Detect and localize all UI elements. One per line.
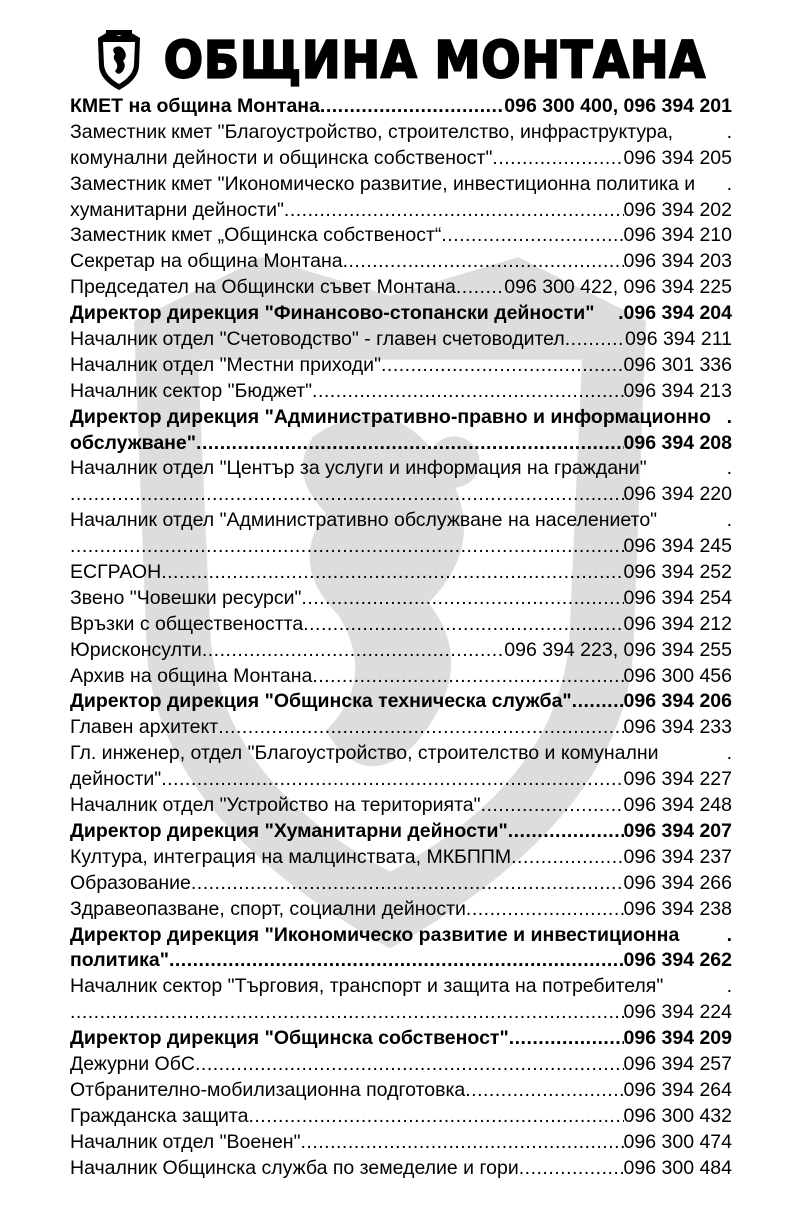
contact-label: Началник сектор "Търговия, транспорт и защита на потребителя" — [70, 975, 664, 998]
directory-row — [70, 1156, 732, 1182]
contact-label: Началник отдел "Местни приходи" — [70, 353, 381, 376]
phone-number: 096 394 264 — [623, 1078, 732, 1101]
directory-row — [70, 120, 732, 146]
directory-row — [70, 689, 732, 715]
contact-label: Заместник кмет "Благоустройство, строителство, инфраструктура, — [70, 120, 674, 143]
contact-label: Началник отдел "Административно обслужване на населението" — [70, 509, 658, 532]
contact-label: Гл. инженер, отдел "Благоустройство, строителство и комунални — [70, 742, 659, 765]
contact-label: Директор дирекция "Общинска собственост" — [70, 1027, 509, 1050]
dot-leader — [519, 1156, 624, 1182]
directory-row — [70, 560, 732, 586]
continuation-mark: . — [726, 742, 732, 765]
continuation-mark: . — [726, 975, 732, 998]
dot-leader — [465, 1078, 623, 1104]
dot-leader — [492, 146, 623, 172]
contact-label: политика" — [70, 949, 169, 972]
contact-label: Директор дирекция "Общинска техническа служба" — [70, 690, 572, 713]
dot-leader — [248, 1104, 623, 1130]
continuation-mark: . — [726, 120, 732, 143]
contact-label: комунални дейности и общинска собственост" — [70, 146, 493, 169]
phone-number: 096 394 202 — [623, 198, 732, 221]
contact-label: Заместник кмет „Общинска собственост“ — [70, 224, 442, 247]
contact-label: дейности" — [70, 768, 162, 791]
contact-label: Директор дирекция "Икономическо развитие и инвестиционна — [70, 923, 680, 946]
directory-row — [70, 94, 732, 120]
contact-label: хуманитарни дейности" — [70, 198, 284, 221]
contact-label: Началник сектор "Бюджет" — [70, 379, 313, 402]
dot-leader — [508, 819, 624, 845]
phone-number: 096 300 432 — [623, 1104, 732, 1127]
dot-leader — [509, 1026, 624, 1052]
directory-row — [70, 379, 732, 405]
phone-number: 096 394 262 — [623, 949, 732, 972]
phone-number: 096 394 224 — [623, 1001, 732, 1024]
phone-number: 096 394 233 — [623, 716, 732, 739]
contact-label: Началник отдел "Център за услуги и информация на граждани" — [70, 457, 647, 480]
contact-label: Заместник кмет "Икономическо развитие, инвестиционна политика и — [70, 172, 696, 195]
directory-row — [70, 871, 732, 897]
directory-row — [70, 198, 732, 224]
contact-label: Главен архитект — [70, 716, 219, 739]
dot-leader — [572, 689, 624, 715]
contact-label: Здравеопазване, спорт, социални дейности — [70, 897, 466, 920]
directory-row — [70, 793, 732, 819]
phone-number: 096 394 245 — [623, 535, 732, 558]
phone-number: 096 394 220 — [623, 483, 732, 506]
continuation-mark: . — [726, 923, 732, 946]
directory-row — [70, 974, 732, 1000]
directory-row — [70, 431, 732, 457]
phone-number: 096 394 252 — [623, 561, 732, 584]
phone-number: 096 300 474 — [623, 1130, 732, 1153]
contact-label: Началник отдел "Счетоводство" - главен счетоводител — [70, 328, 565, 351]
phone-number: 096 394 205 — [623, 146, 732, 169]
phone-number: 096 394 254 — [623, 586, 732, 609]
phone-number: 096 394 257 — [623, 1052, 732, 1075]
contact-label: Началник Общинска служба по земеделие и гори — [70, 1156, 519, 1179]
phone-number: 096 394 223, 096 394 255 — [504, 638, 732, 661]
directory-row — [70, 715, 732, 741]
dot-leader — [70, 534, 624, 560]
directory-row — [70, 275, 732, 301]
directory-row — [70, 1000, 732, 1026]
continuation-mark: . — [726, 509, 732, 532]
directory-row — [70, 612, 732, 638]
contact-label: КМЕТ на община Монтана — [70, 95, 320, 117]
dot-leader — [284, 198, 624, 224]
contact-label: Връзки с обществеността — [70, 612, 304, 635]
contact-label: Директор дирекция "Финансово-стопански дейности" — [70, 302, 600, 325]
directory-row — [70, 1026, 732, 1052]
phone-number: 096 394 266 — [623, 871, 732, 894]
dot-leader — [161, 560, 623, 586]
contact-label: обслужване" — [70, 431, 197, 454]
directory-row — [70, 638, 732, 664]
contact-label: Секретар на община Монтана — [70, 250, 343, 273]
dot-leader — [196, 431, 624, 457]
directory-row — [70, 1104, 732, 1130]
directory-row — [70, 897, 732, 923]
directory-row — [70, 948, 732, 974]
dot-leader — [456, 275, 504, 301]
contact-label: Отбранително-мобилизационна подготовка — [70, 1078, 466, 1101]
phone-number: 096 301 336 — [623, 353, 732, 376]
phone-number: 096 300 400, 096 394 201 — [504, 95, 732, 117]
phone-number: 096 300 456 — [623, 664, 732, 687]
phone-number: 096 394 213 — [623, 379, 732, 402]
directory-row — [70, 172, 732, 198]
contact-label: Култура, интеграция на малцинствата, МКБППМ — [70, 845, 512, 868]
directory-row — [70, 1130, 732, 1156]
contact-label: Звено "Човешки ресурси" — [70, 586, 302, 609]
dot-leader — [312, 664, 623, 690]
directory-row — [70, 223, 732, 249]
dot-leader — [441, 223, 623, 249]
dot-leader — [169, 948, 624, 974]
phone-number: 096 394 227 — [623, 768, 732, 791]
page-title: ОБЩИНА МОНТАНА — [163, 30, 707, 90]
phone-number: 096 300 484 — [623, 1156, 732, 1179]
dot-leader — [70, 482, 624, 508]
contact-label: Директор дирекция "Хуманитарни дейности" — [70, 819, 508, 842]
phone-number: 096 394 212 — [623, 612, 732, 635]
dot-leader — [565, 327, 625, 353]
contact-label: Председател на Общински съвет Монтана — [70, 276, 456, 299]
dot-leader — [312, 379, 624, 405]
directory-row — [70, 741, 732, 767]
phone-number: .096 394 204 — [618, 302, 732, 325]
contact-label: Юрисконсулти — [70, 638, 202, 661]
contact-label: Началник отдел "Устройство на територията" — [70, 794, 481, 817]
contact-label: Образование — [70, 871, 191, 894]
dot-leader — [195, 1052, 624, 1078]
phone-number: 096 394 203 — [623, 250, 732, 273]
phone-directory-list — [70, 94, 732, 1181]
phone-number: 096 300 422, 096 394 225 — [504, 276, 732, 299]
phone-number: 096 394 206 — [623, 690, 732, 713]
directory-row — [70, 664, 732, 690]
directory-row — [70, 923, 732, 949]
directory-row — [70, 482, 732, 508]
directory-row — [70, 327, 732, 353]
contact-label: Гражданска защита — [70, 1104, 249, 1127]
contact-label: Архив на община Монтана — [70, 664, 313, 687]
contact-label: Дежурни ОбС — [70, 1052, 195, 1075]
phone-number: 096 394 238 — [623, 897, 732, 920]
continuation-mark: . — [726, 457, 732, 480]
dot-leader — [466, 897, 624, 923]
directory-row — [70, 456, 732, 482]
directory-row — [70, 353, 732, 379]
dot-leader — [218, 715, 623, 741]
contact-label: Началник отдел "Военен" — [70, 1130, 301, 1153]
directory-row — [70, 1078, 732, 1104]
directory-row — [70, 586, 732, 612]
continuation-mark: . — [726, 405, 732, 428]
directory-row — [70, 249, 732, 275]
dot-leader — [481, 793, 624, 819]
phone-number: 096 394 237 — [623, 845, 732, 868]
dot-leader — [320, 94, 504, 120]
dot-leader — [381, 353, 624, 379]
directory-row — [70, 819, 732, 845]
dot-leader — [202, 638, 504, 664]
dot-leader — [70, 1000, 624, 1026]
dot-leader — [511, 845, 623, 871]
directory-row — [70, 845, 732, 871]
phone-number: 096 394 210 — [623, 224, 732, 247]
dot-leader — [343, 249, 624, 275]
directory-row — [70, 534, 732, 560]
dot-leader — [303, 612, 623, 638]
directory-row — [70, 767, 732, 793]
page-header — [0, 20, 800, 100]
contact-label: Директор дирекция "Административно-правно и информационно — [70, 405, 711, 428]
phone-number: 096 394 207 — [623, 819, 732, 842]
dot-leader — [191, 871, 624, 897]
continuation-mark: . — [726, 172, 732, 195]
directory-row — [70, 146, 732, 172]
directory-row — [70, 1052, 732, 1078]
dot-leader — [301, 586, 623, 612]
directory-row — [70, 405, 732, 431]
phone-number: 096 394 208 — [623, 431, 732, 454]
phone-number: 096 394 209 — [623, 1027, 732, 1050]
montana-crest-icon — [94, 28, 144, 92]
directory-row — [70, 508, 732, 534]
phone-number: 096 394 248 — [623, 794, 732, 817]
phone-number: 096 394 211 — [625, 328, 732, 351]
directory-row — [70, 301, 732, 327]
dot-leader — [301, 1130, 624, 1156]
dot-leader — [161, 767, 623, 793]
contact-label: ЕСГРАОН — [70, 561, 162, 584]
